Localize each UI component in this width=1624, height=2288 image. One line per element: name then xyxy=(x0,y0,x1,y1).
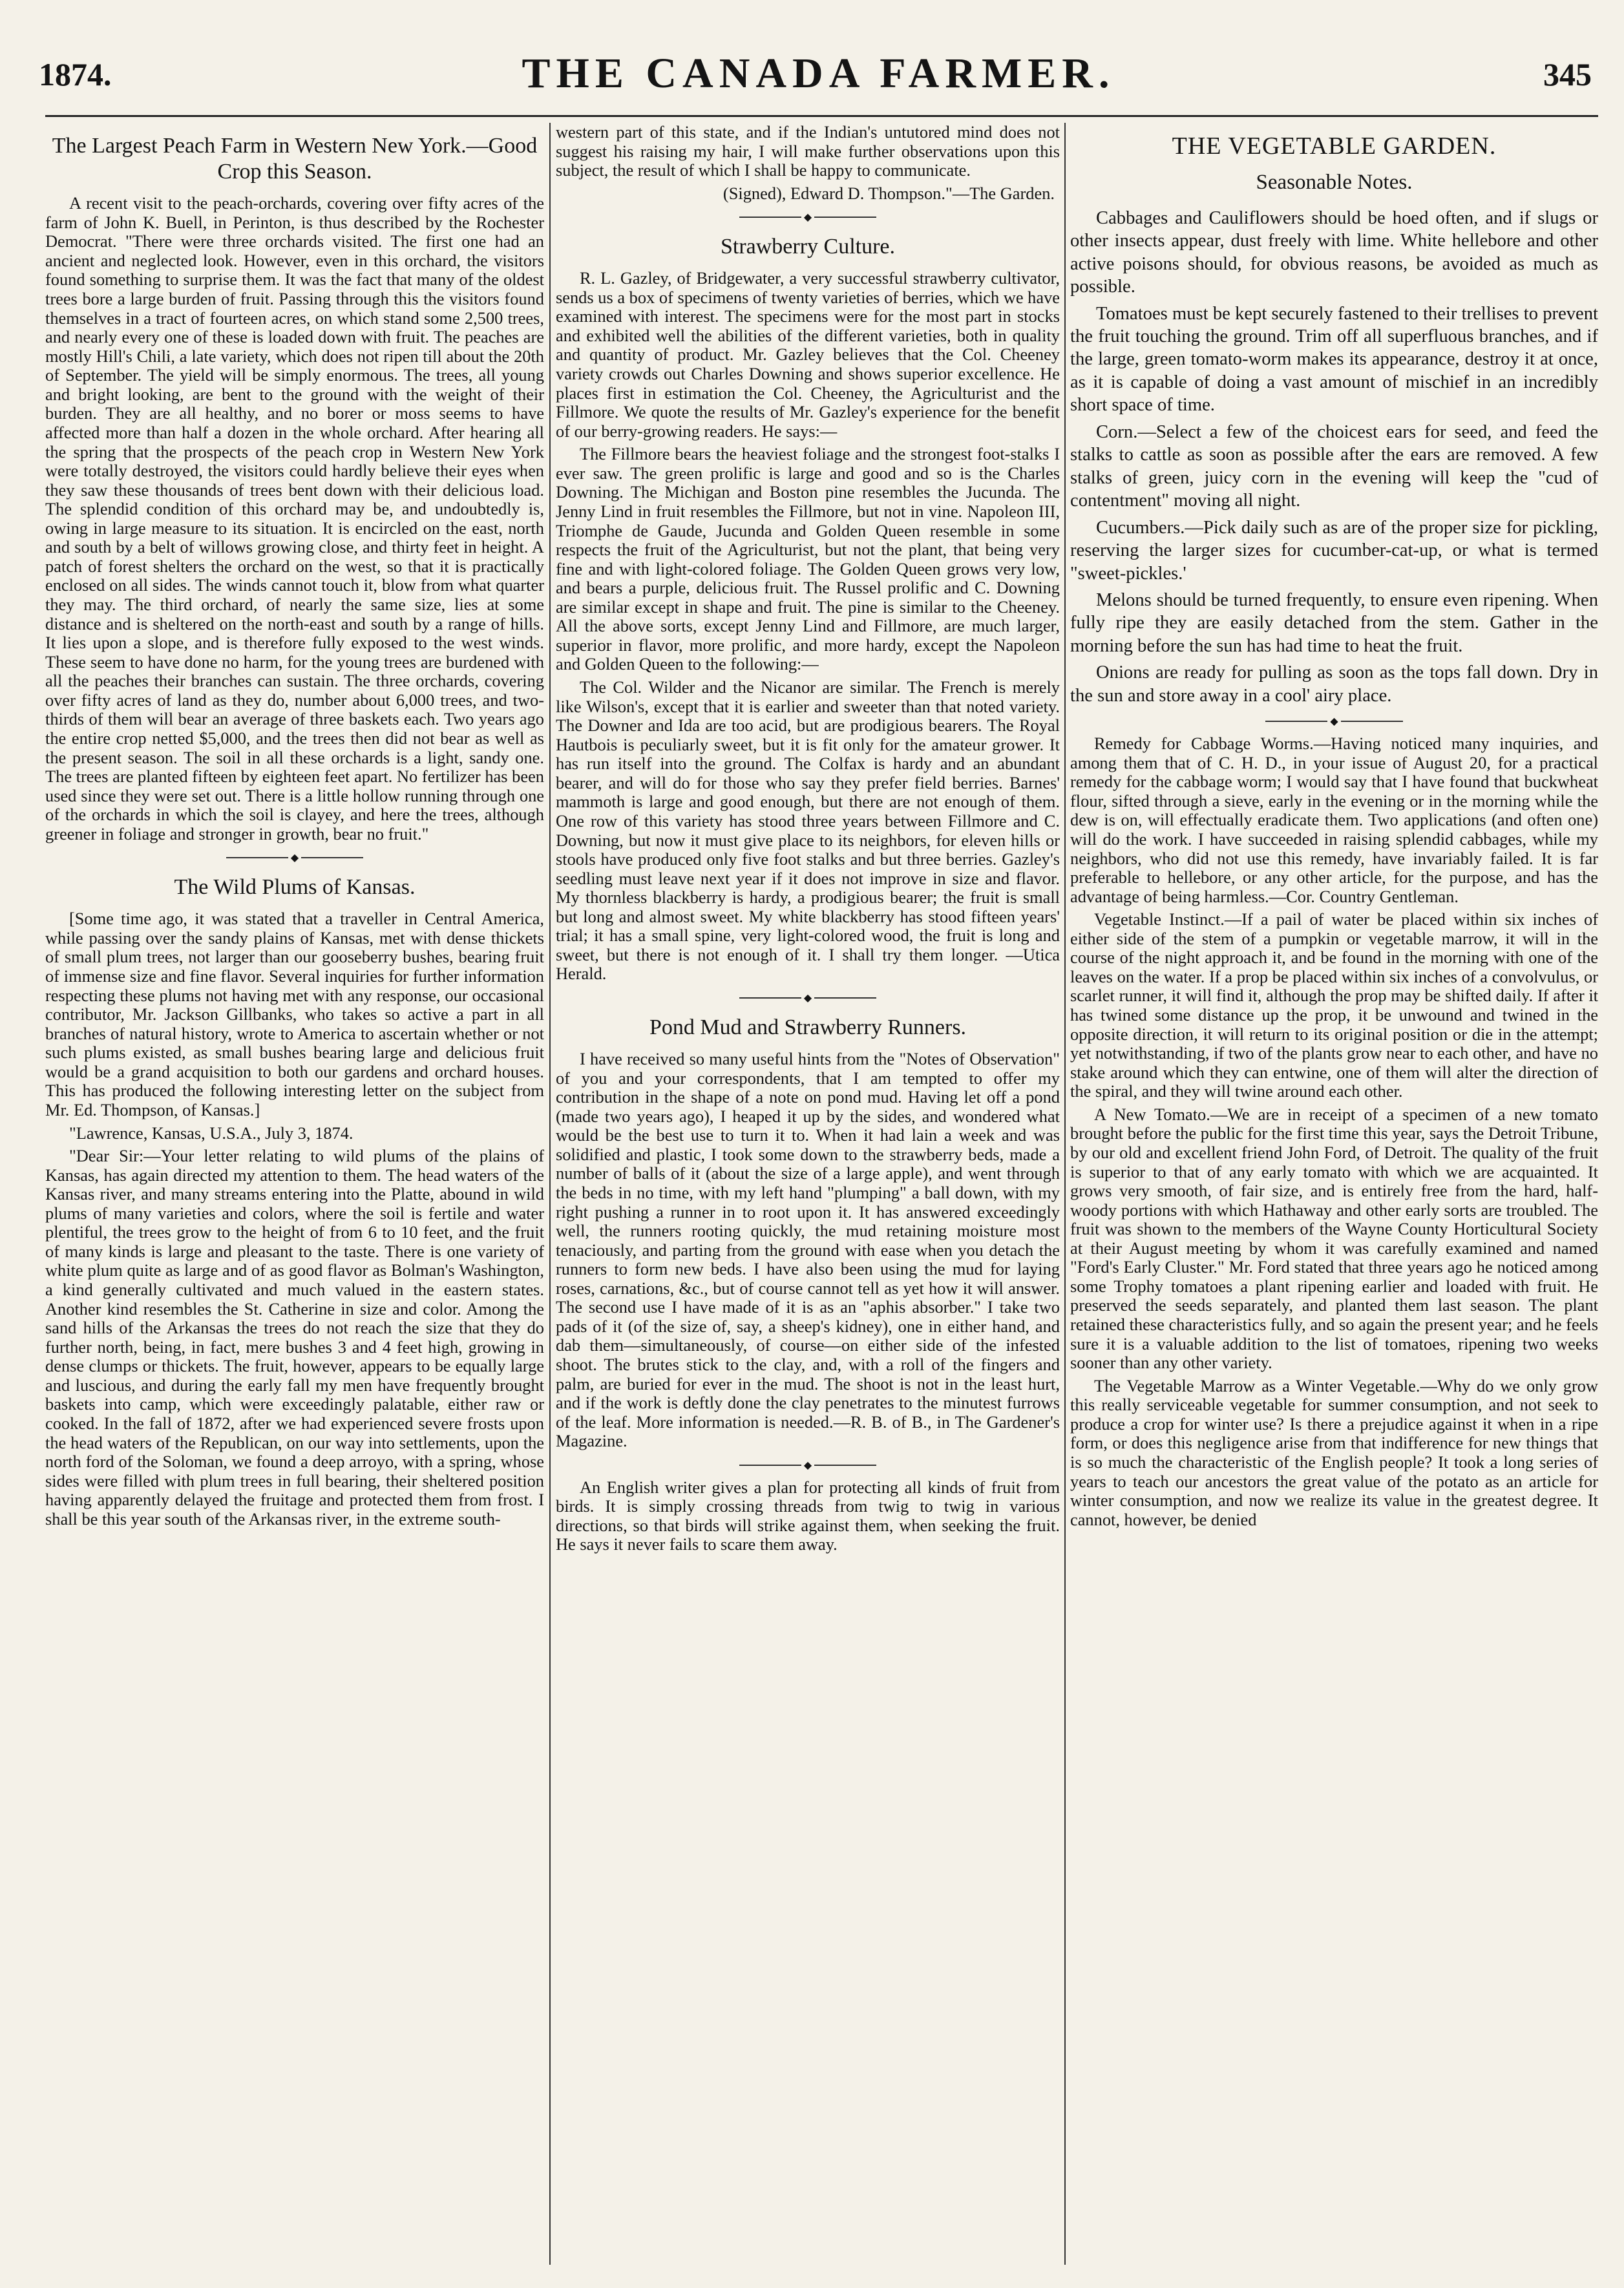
issue-year: 1874. xyxy=(39,56,112,92)
column-divider xyxy=(1064,123,1066,2265)
article-paragraph: The Vegetable Marrow as a Winter Vegetable.—Why do we only grow this really serviceable vegetable for summer consumption, and not seek to produce a crop for winter use? Is there a prejudice against it when in a ripe form, or does this negligence arise from that indifference for new things that is so much the characteristic of the English people? It took a long series of years to teach our ancestors the great value of the potato as an article for winter consumption, and now we realize its value in the greatest degree. It cannot, however, be denied xyxy=(1070,1375,1598,1529)
article-paragraph: A recent visit to the peach-orchards, covering over fifty acres of the farm of John K. Buell, in Perinton, is thus described by the Rochester Democrat. "There were three orchards visited. The first one had an ancient and neglected look. However, even in this orchard, the visitors found something to surprise them. It was the fact that many of the oldest trees bore a large burden of fruit. Passing through this the visitors found themselves in a tract of fourteen acres, on which stand some 2,500 trees, and nearly every one of these is loaded down with fruit. The peaches are mostly Hill's Chili, a late variety, which does not ripen till about the 20th of September. The yield will be simply enormous. The trees, all young and bright looking, are bent to the ground with the weight of their burden. They are all healthy, and no borer or moss seems to have affected more than half a dozen in the whole orchard. After hearing all the spring that the prospects of the peach crop in Western New York were totally destroyed, the visitors could hardly believe their eyes when they saw these thousands of trees bent down with their delicious load. The splendid condition of this orchard may be, and undoubtedly is, owing in large measure to its situation. It is encircled on the east, north and south by a belt of willows growing close, and thirty feet in height. A patch of forest shelters the orchard on the west, so that it is practically enclosed on all sides. The winds cannot touch it, blow from what quarter they may. The third orchard, of nearly the same size, lies at some distance and is sheltered on the north-east and south by a range of hills. It lies upon a slope, and is therefore fully exposed to the west winds. These seem to have done no harm, for the young trees are burdened with all the peaches their branches can sustain. The three orchards, covering over fifty acres of land as they do, number about 6,000 trees, and two-thirds of them will bear an average of three baskets each. Two years ago the entire crop netted $5,000, and the trees then did not bear as well as the present season. The soil in all these orchards is a light, sandy one. The trees are planted fifteen by eighteen feet apart. No fertilizer has been used since they were set out. There is a little hollow running through one of the orchards in which the soil is clayey, and here the trees, although greener in foliage and stronger in growth, bear no fruit." xyxy=(45,193,544,843)
article-paragraph: The Col. Wilder and the Nicanor are similar. The French is merely like Wilson's, except that it is earlier and sweeter than that noted variety. The Downer and Ida are too acid, but are prodigious bearers. The Royal Hautbois is peculiarly sweet, but it is fit only for the amateur grower. It has run itself into the ground. The Colfax is hardy and an abundant bearer, and will do for those who say they prefer field berries. Barnes' mammoth is large and good enough, but there are not enough of them. One row of this variety has stood three years between Fillmore and C. Downing, but now it must give place to its neighbors, for eleven hills or stools have produced only five foot stalks and but three berries. Gazley's seedling must leave next year if it does not improve in size and flavor. My thornless blackberry is hardy, a prodigious bearer; the fruit is small but long and almost sweet. My white blackberry has stood fifteen years' trial; it has a small spine, very light-colored wood, the fruit is long and sweet, but there is not enough of it. I shall try them longer. —Utica Herald. xyxy=(556,677,1060,984)
article-title-strawberry-culture: Strawberry Culture. xyxy=(720,235,896,259)
article-paragraph: Cucumbers.—Pick daily such as are of the proper size for pickling, reserving the larger sizes for cucumber-cat-up, or what is termed "sweet-pickles.' xyxy=(1070,517,1598,584)
article-paragraph: The Fillmore bears the heaviest foliage and the strongest foot-stalks I ever saw. The green prolific is large and good and so is the Charles Downing. The Michigan and Boston pine resembles the Jucunda. The Jenny Lind in fruit resembles the Fillmore, but not in vine. Napoleon III, Triomphe de Gaude, Jucunda and Golden Queen resemble in some respects the fruit of the Agriculturist, but not the plant, that being very fine and with light-colored foliage. The Golden Queen grows very low, and bears a purple, delicious fruit. The Russel prolific and C. Downing are similar except in shape and fruit. The pine is similar to the Cheeney. All the above sorts, except Jenny Lind and Fillmore, are much larger, superior in flavor, more prolific, and more hardy, except the Napoleon and Golden Queen to the following:— xyxy=(556,444,1060,674)
article-title-wild-plums: The Wild Plums of Kansas. xyxy=(174,875,416,900)
column-right xyxy=(1070,123,1598,2262)
article-title-peach-farm: The Largest Peach Farm in Western New York.—Good Crop this Season. xyxy=(52,134,538,184)
page-number: 345 xyxy=(1543,56,1592,92)
column-middle xyxy=(556,123,1060,2262)
section-separator: ◆ xyxy=(1070,714,1598,728)
article-paragraph: R. L. Gazley, of Bridgewater, a very successful strawberry cultivator, sends us a box of specimens of twenty varieties of berries, which we have examined with interest. The specimens were for the most part in stocks and exhibited well the abilities of the different varieties, both in quality and quantity of product. Mr. Gazley believes that the Col. Cheeney variety crowds out Charles Downing and shows superior excellence. He places first in estimation the Col. Cheeney, the Agriculturist and the Fillmore. We quote the results of Mr. Gazley's experience for the benefit of our berry-growing readers. He says:— xyxy=(556,268,1060,441)
section-separator: ◆ xyxy=(556,990,1060,1004)
article-paragraph: [Some time ago, it was stated that a traveller in Central America, while passing over the sandy plains of Kansas, met with dense thickets of small plum trees, not larger than our gooseberry bushes, bearing fruit of immense size and fine flavor. Several inquiries for further information respecting these plums not having met with any response, our occasional contributor, Mr. Jackson Gillbanks, who takes so active a part in all branches of natural history, wrote to America to ascertain whether or not such plums existed, as small bushes bearing large and delicious fruit would be a grand acquisition to both our gardens and orchard houses. This has produced the following interesting letter on the subject from Mr. Ed. Thompson, of Kansas.] xyxy=(45,909,544,1119)
section-title-vegetable-garden: THE VEGETABLE GARDEN. xyxy=(1172,132,1497,160)
masthead xyxy=(39,25,1598,128)
article-paragraph: western part of this state, and if the Indian's untutored mind does not suggest his raising my hair, I will make further observations upon this subject, the result of which I shall be happy to communicate. xyxy=(556,123,1060,180)
article-title-pond-mud: Pond Mud and Strawberry Runners. xyxy=(649,1015,967,1039)
column-divider xyxy=(549,123,551,2265)
newspaper-title: THE CANADA FARMER. xyxy=(522,50,1115,97)
article-paragraph: A New Tomato.—We are in receipt of a specimen of a new tomato brought before the public for the first time this year, says the Detroit Tribune, by our old and excellent friend John Ford, of Detroit. The quality of the fruit is superior to that of any early tomato with which we are acquainted. It grows very smooth, of fair size, and is entirely free from the hard, half-woody portions with which Hathaway and other early sorts are troubled. The fruit was shown to the members of the Wayne County Horticultural Society at their August meeting by whom it was carefully examined and named "Ford's Early Cluster." Mr. Ford stated that three years ago he noticed among some Trophy tomatoes a plant ripening earlier and loaded with fruit. He preserved the seeds separately, and planted them last season. The plant retained these characteristics fully, and so again the present year; and he feels sure it is a valuable addition to the list of tomatoes, ripening two weeks sooner than any other variety. xyxy=(1070,1104,1598,1373)
article-paragraph: Corn.—Select a few of the choicest ears for seed, and feed the stalks to cattle as soon as possible after the ears are removed. A few stalks of green, juicy corn in the evening will keep the "cud of contentment" moving all night. xyxy=(1070,421,1598,511)
article-paragraph: Onions are ready for pulling as soon as the tops fall down. Dry in the sun and store away in a cool' airy place. xyxy=(1070,662,1598,706)
article-paragraph: Cabbages and Cauliflowers should be hoed often, and if slugs or other insects appear, dust freely with lime. White hellebore and other active poisons should, for obvious reasons, be avoided as much as possible. xyxy=(1070,207,1598,297)
article-paragraph: Tomatoes must be kept securely fastened to their trellises to prevent the fruit touching the ground. Trim off all superfluous branches, and if the large, green tomato-worm makes its appearance, destroy it at once, as it is capable of doing a vast amount of mischief in an incredibly short space of time. xyxy=(1070,303,1598,416)
section-separator: ◆ xyxy=(556,1457,1060,1472)
section-separator: ◆ xyxy=(556,209,1060,224)
article-paragraph: An English writer gives a plan for protecting all kinds of fruit from birds. It is simply crossing threads from twig to twig in various directions, so that birds will strike against them, when seeking the fruit. He says it never fails to scare them away. xyxy=(556,1477,1060,1554)
section-separator: ◆ xyxy=(45,850,544,864)
article-paragraph: I have received so many useful hints from the "Notes of Observation" of you and your correspondents, that I am tempted to offer my contribution in the shape of a note on pond mud. Having let off a pond (made two years ago), I heaped it up by the sides, and wondered what would be the best use to turn it to. When it had lain a week and was solidified and plastic, I took some down to the strawberry beds, made a number of balls of it (about the size of a large apple), and went through the beds in no time, with my left hand "plumping" a ball down, with my right pushing a runner in to root upon it. It has answered exceedingly well, the runners rooting quickly, the mud retaining moisture most tenaciously, and parting from the ground with ease when you detach the runners to form new beds. I have also been using the mud for laying roses, carnations, &c., but of course cannot tell as yet how it will answer. The second use I have made of it is as an "aphis absorber." I take two pads of it (of the size of, say, a sheep's kidney), one in either hand, and dab them—simultaneously, of course—on either side of the infested shoot. The brutes stick to the clay, and, with a roll of the fingers and palm, are buried for ever in the mud. The shoot is not in the least hurt, and if the work is deftly done the clay penetrates to the minutest furrows of the leaf. More information is needed.—R. B. of B., in The Gardener's Magazine. xyxy=(556,1049,1060,1451)
article-paragraph: "Dear Sir:—Your letter relating to wild plums of the plains of Kansas, has again directed my attention to them. The head waters of the Kansas river, and many streams entering into the Platte, abound in wild plums of many varieties and colors, where the soil is fertile and water plentiful, the trees grow to the height of from 6 to 10 feet, and the fruit of many kinds is large and pleasant to the taste. There is one variety of white plum quite as large and of as good flavor as Bolman's Washington, a kind generally cultivated and much valued in the eastern states. Another kind resembles the St. Catherine in size and color. Among the sand hills of the Arkansas the trees do not reach the size that they do further north, being, in fact, mere bushes 3 and 4 feet high, growing in dense clumps or thickets. The fruit, however, appears to be equally large and luscious, and during the early fall my men have frequently brought baskets into camp, which were exceedingly palatable, either raw or cooked. In the fall of 1872, after we had experienced severe frosts upon the head waters of the Republican, on our way into settlements, upon the north ford of the Soloman, we found a deep arroyo, with a spring, whose sides were filled with plum trees in full bearing, their sheltered position having apparently delayed the fruitage and protected them from frost. I shall be this year south of the Arkansas river, in the extreme south- xyxy=(45,1146,544,1529)
article-paragraph: Remedy for Cabbage Worms.—Having noticed many inquiries, and among them that of C. H. D., in your issue of August 20, for a practical remedy for the cabbage worm; I would say that I have found that buckwheat flour, sifted through a sieve, early in the evening or in the morning while the dew is on, will effectually eradicate them. Two applications (and often one) will do the work. I have succeeded in raising splendid cabbages, while my neighbors, who did not use this remedy, have invariably failed. It is far preferable to hellebore, or any other article, for the purpose, and has the advantage of being harmless.—Cor. Country Gentleman. xyxy=(1070,734,1598,906)
article-paragraph: Melons should be turned frequently, to ensure even ripening. When fully ripe they are easily detached from the stem. Gather in the morning before the sun has had time to heat the fruit. xyxy=(1070,590,1598,656)
section-subtitle-seasonable-notes: Seasonable Notes. xyxy=(1256,170,1413,194)
article-paragraph: "Lawrence, Kansas, U.S.A., July 3, 1874. xyxy=(69,1123,353,1143)
article-signature: (Signed), Edward D. Thompson."—The Garden. xyxy=(722,183,1055,203)
masthead-rule xyxy=(45,115,1598,117)
column-left xyxy=(45,123,544,2262)
article-paragraph: Vegetable Instinct.—If a pail of water be placed within six inches of either side of the stem of a pumpkin or vegetable marrow, it will in the course of the night approach it, and be found in the morning with one of the leaves on the water. If a prop be placed within six inches of a convolvulus, or scarlet runner, it will find it, although the prop may be shifted daily. If after it has twined some distance up the prop, it be unwound and twined in the opposite direction, it will return to its original position or die in the attempt; yet notwithstanding, if two of the plants grow near to each other, and have no stake around which they can entwine, one of them will alter the direction of the spiral, and they will twine around each other. xyxy=(1070,909,1598,1101)
